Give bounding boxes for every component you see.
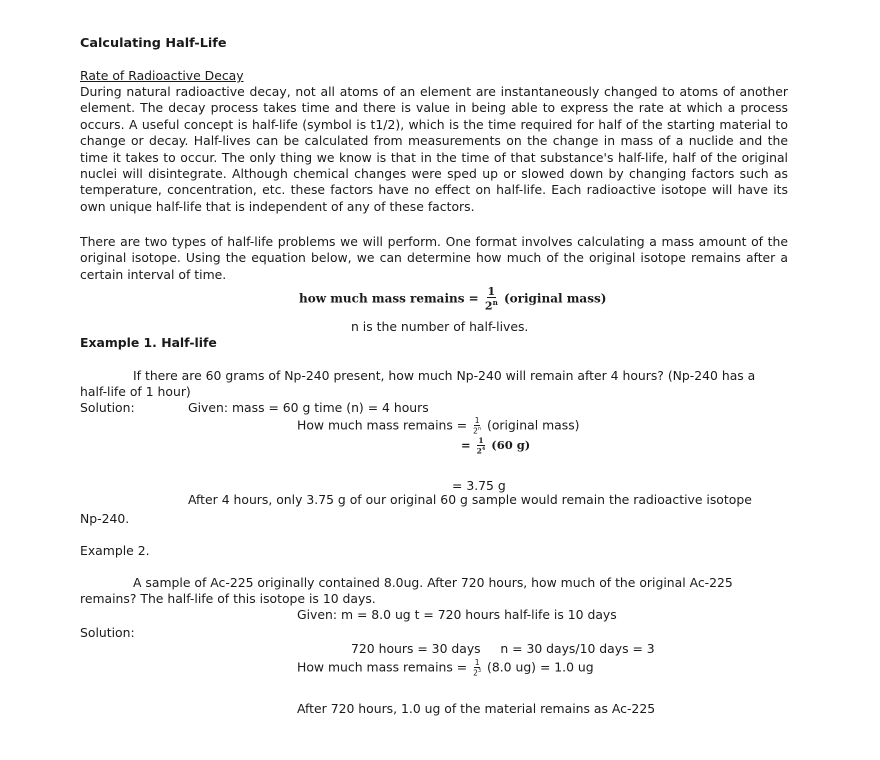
formula-denominator: 2$^n$ xyxy=(484,298,498,313)
half-life-formula xyxy=(299,286,606,312)
example1-question-line2: half-life of 1 hour) xyxy=(80,384,191,399)
example2-heading: Example 2. xyxy=(80,543,150,558)
example1-question-line1: If there are 60 grams of Np-240 present, how much Np-240 will remain after 4 hours? (Np-240 has a xyxy=(133,368,756,383)
types-paragraph: There are two types of half-life problems we will perform. One format involves calculating a mass amount of the original isotope. Using the equation below, we can determine how much of the original isotope remains after a certain interval of time. xyxy=(80,234,788,282)
example1-step3: = 3.75 g xyxy=(452,478,506,493)
example1-step1: How much mass remains = $\frac{1}{2^n}$ (original mass) xyxy=(297,416,580,435)
example1-given: Given: mass = 60 g time (n) = 4 hours xyxy=(188,400,429,415)
example2-question-line1: A sample of Ac-225 originally contained 8.0ug. After 720 hours, how much of the original Ac-225 xyxy=(133,575,733,590)
example2-given: Given: m = 8.0 ug t = 720 hours half-life is 10 days xyxy=(297,607,617,622)
section-heading: Rate of Radioactive Decay xyxy=(80,68,244,83)
formula-lhs: how much mass remains = xyxy=(299,291,479,306)
example1-conclusion-line1: After 4 hours, only 3.75 g of our original 60 g sample would remain the radioactive isotope xyxy=(188,492,752,507)
example1-step2-fraction: $\frac{1}{2^4}$ xyxy=(476,436,486,455)
example1-heading: Example 1. Half-life xyxy=(80,335,217,350)
example1-solution-label: Solution: xyxy=(80,400,135,415)
example2-calc-fraction: $\frac{1}{2^3}$ xyxy=(473,658,482,677)
formula-rhs: (original mass) xyxy=(503,291,607,306)
example2-conversion: 720 hours = 30 days n = 30 days/10 days = 3 xyxy=(351,641,655,656)
example1-step1-fraction: $\frac{1}{2^n}$ xyxy=(473,416,482,435)
page-title: Calculating Half-Life xyxy=(80,36,227,51)
example1-step2: = $\frac{1}{2^4}$ (60 g) xyxy=(461,436,531,455)
formula-numerator: 1 xyxy=(487,285,496,298)
formula-note: n is the number of half-lives. xyxy=(351,319,529,334)
example2-solution-label: Solution: xyxy=(80,625,135,640)
example1-conclusion-line2: Np-240. xyxy=(80,511,130,526)
example2-calculation: How much mass remains = $\frac{1}{2^3}$ (8.0 ug) = 1.0 ug xyxy=(297,658,594,677)
example2-question-line2: remains? The half-life of this isotope is 10 days. xyxy=(80,591,376,606)
formula-fraction xyxy=(485,286,498,312)
example2-conclusion: After 720 hours, 1.0 ug of the material remains as Ac-225 xyxy=(297,701,656,716)
intro-paragraph: During natural radioactive decay, not all atoms of an element are instantaneously changed to atoms of another element. The decay process takes time and there is value in being able to express the rate at which a process occurs. A useful concept is half-life (symbol is t1/2), which is the time required for half of the starting material to change or decay. Half-lives can be calculated from measurements on the change in mass of a nuclide and the time it takes to occur. The only thing we know is that in the time of that substance's half-life, half of the original nuclei will disintegrate. Although chemical changes were sped up or slowed down by changing factors such as temperature, concentration, etc. these factors have no effect on half-life. Each radioactive isotope will have its own unique half-life that is independent of any of these factors. xyxy=(80,84,788,214)
